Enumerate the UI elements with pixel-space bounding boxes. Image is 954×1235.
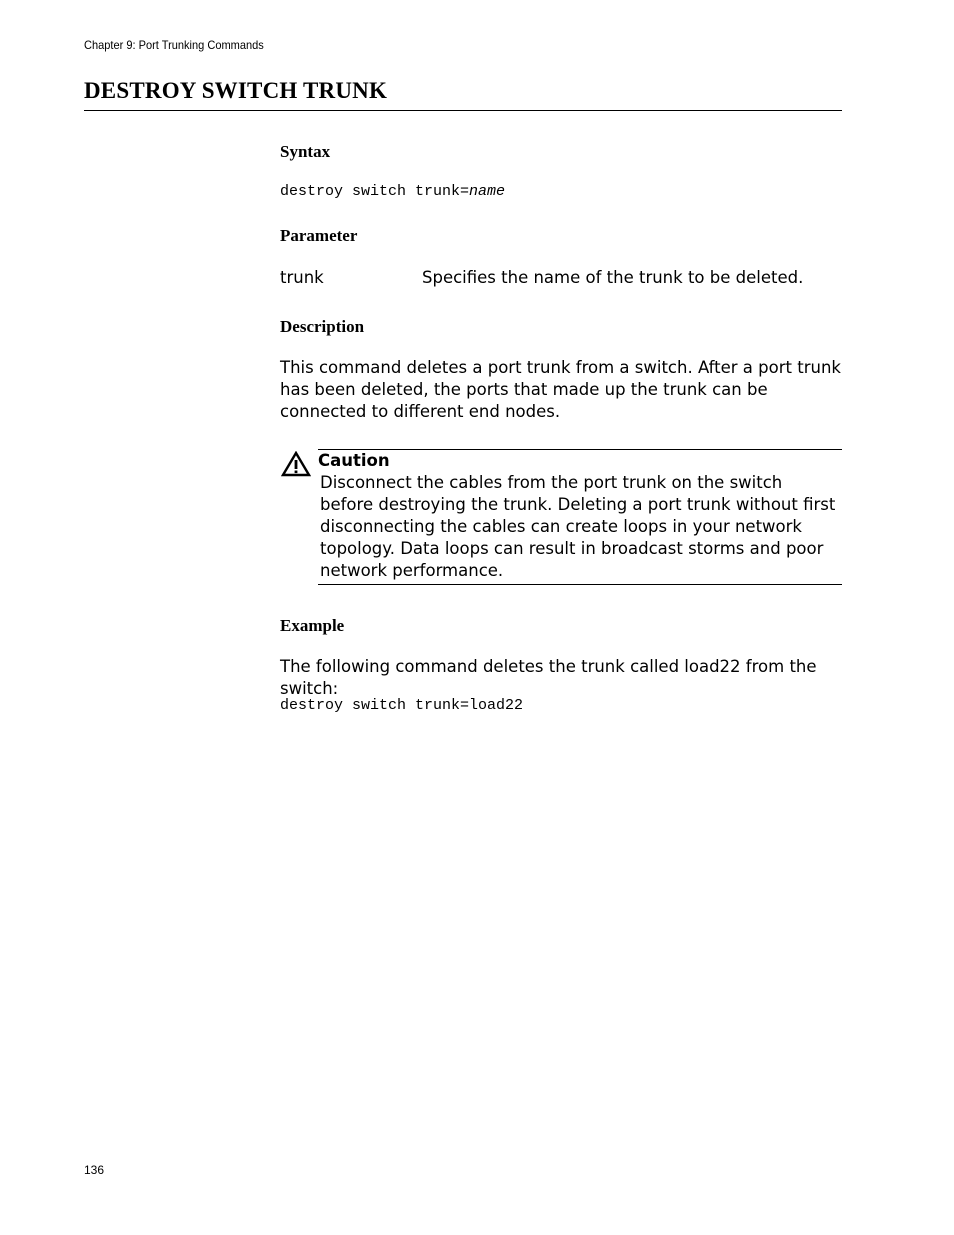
caution-label: Caution — [318, 451, 390, 470]
syntax-heading: Syntax — [280, 142, 331, 161]
parameter-description: Specifies the name of the trunk to be deleted. — [422, 268, 804, 287]
page-number: 136 — [84, 1163, 105, 1177]
example-heading: Example — [280, 616, 345, 635]
caution-text: Disconnect the cables from the port trunk on the switch before destroying the trunk. Deleting a port trunk without first disconnecting the cables can create loops in your network topology. Data loops can result in broadcast storms and poor network performance. — [320, 473, 836, 580]
example-command: destroy switch trunk=load22 — [280, 697, 524, 714]
page-title: DESTROY SWITCH TRUNK — [84, 78, 388, 103]
example-text: The following command deletes the trunk called load22 from the switch: — [280, 657, 817, 698]
syntax-command-prefix: destroy switch trunk= — [280, 183, 470, 200]
parameter-heading: Parameter — [280, 226, 358, 245]
syntax-command — [280, 183, 505, 200]
description-text: This command deletes a port trunk from a switch. After a port trunk has been deleted, the ports that made up the trunk can be connected to different end nodes. — [280, 358, 841, 421]
running-header: Chapter 9: Port Trunking Commands — [84, 38, 264, 52]
title-rule — [84, 110, 842, 111]
syntax-command-variable: name — [469, 183, 506, 200]
description-heading: Description — [280, 317, 365, 336]
parameter-name: trunk — [280, 268, 324, 287]
warning-triangle-icon — [281, 451, 311, 477]
